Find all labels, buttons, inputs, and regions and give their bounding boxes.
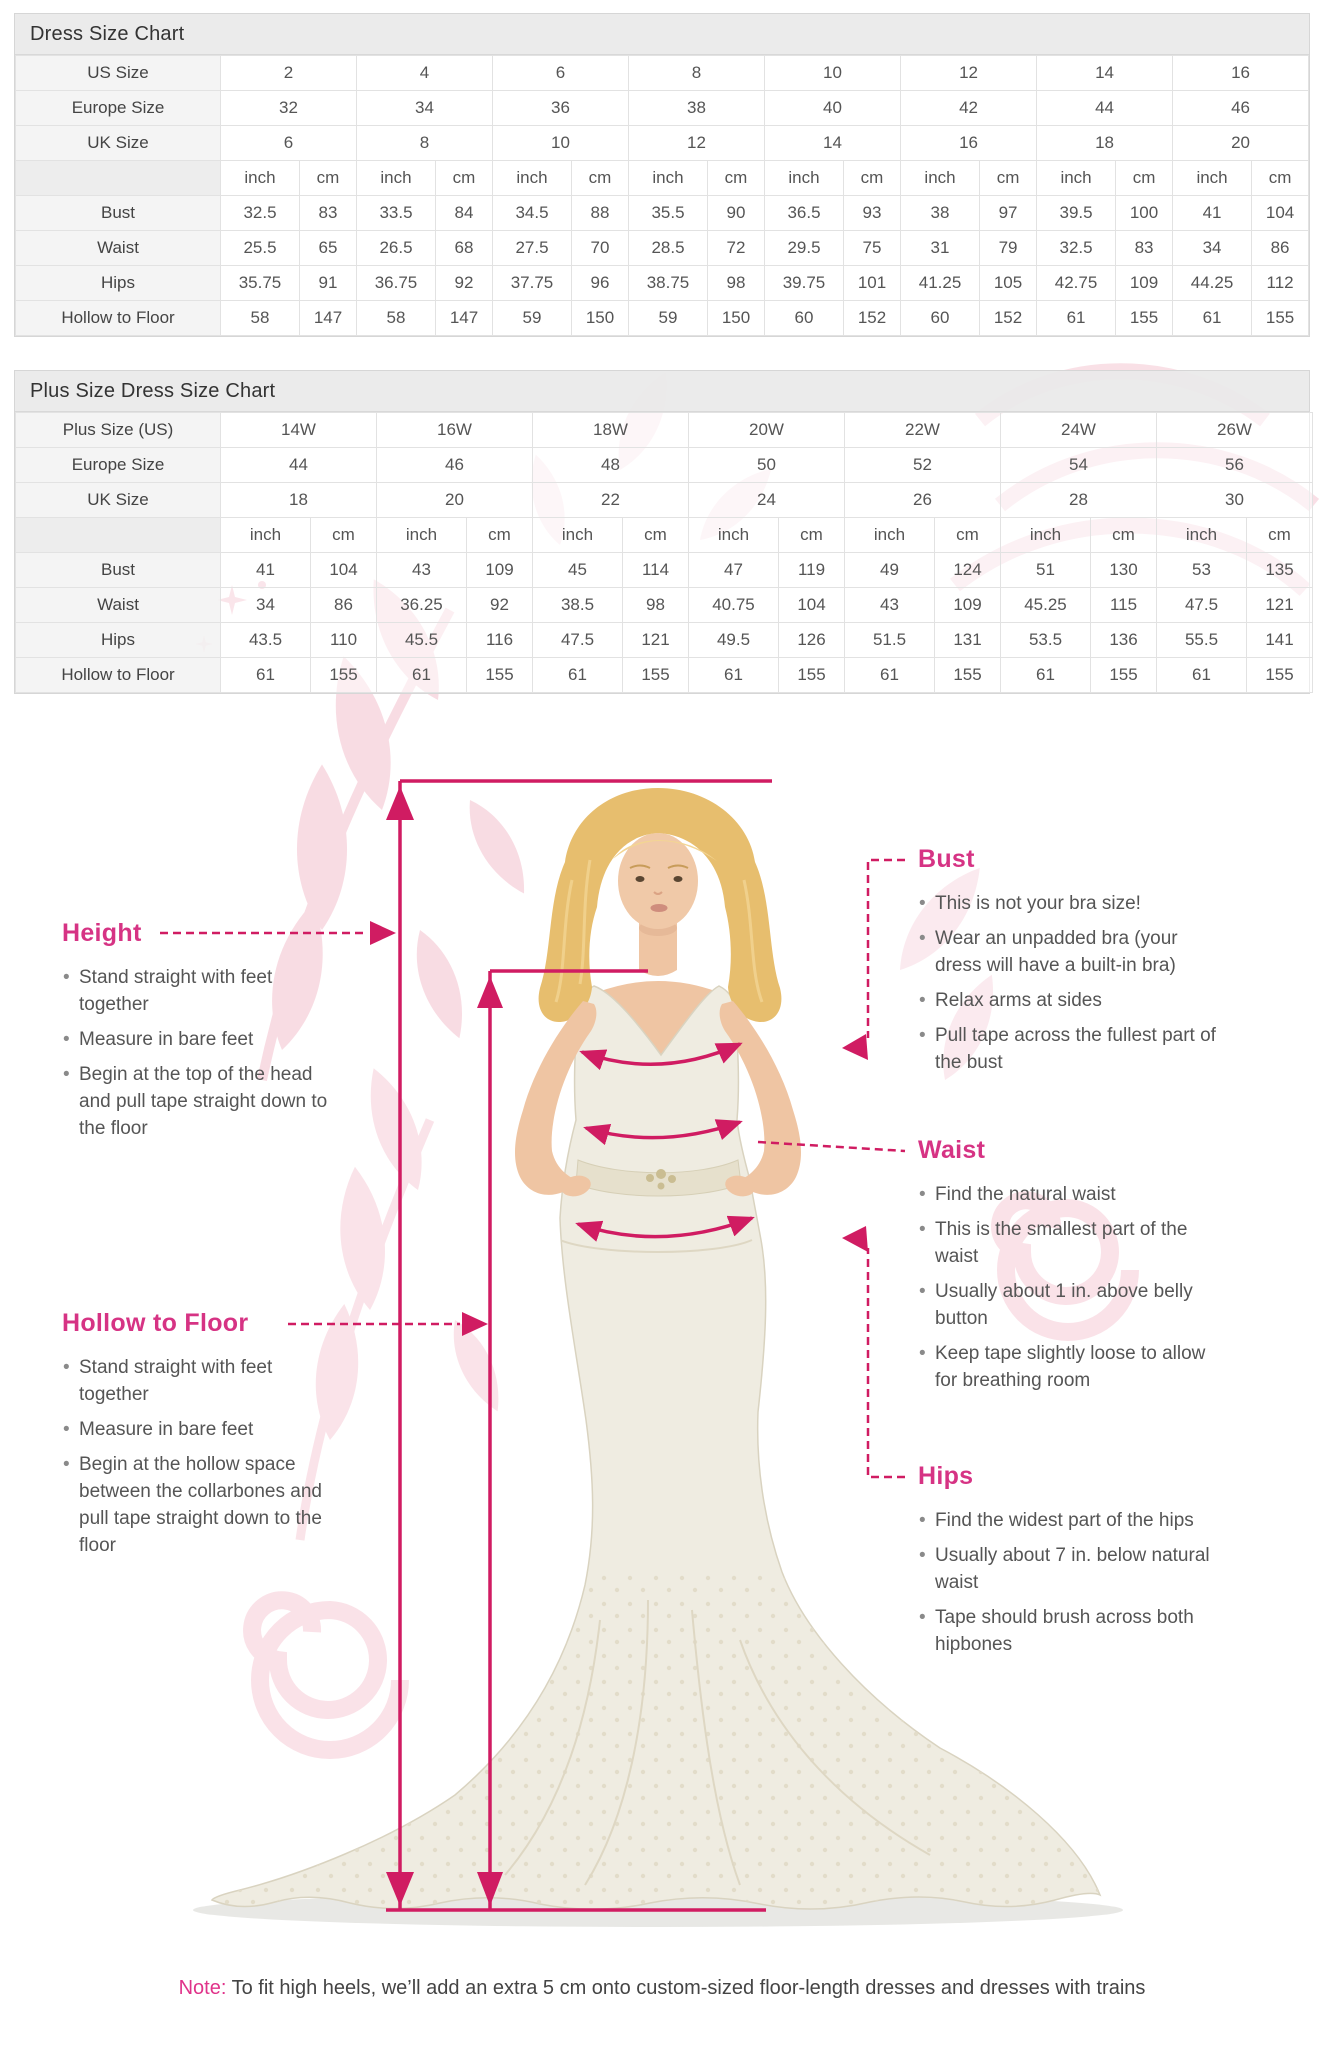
row-label: US Size: [16, 56, 221, 91]
inch-cell: 53.5: [1001, 623, 1091, 658]
inch-cell: 61: [689, 658, 779, 693]
unit-cell: cm: [1247, 518, 1313, 553]
cm-cell: 155: [467, 658, 533, 693]
size-cell: 54: [1001, 448, 1157, 483]
row-label: Bust: [16, 553, 221, 588]
size-cell: 22: [533, 483, 689, 518]
inch-cell: 47.5: [1157, 588, 1247, 623]
inch-cell: 49: [845, 553, 935, 588]
cm-cell: 124: [935, 553, 1001, 588]
size-cell: 24W: [1001, 413, 1157, 448]
guide-bullet: • Begin at the top of the head and pull tape straight down to the floor: [62, 1061, 344, 1142]
unit-cell: cm: [935, 518, 1001, 553]
hips-connector: [842, 1226, 905, 1477]
cm-cell: 112: [1252, 266, 1309, 301]
inch-cell: 53: [1157, 553, 1247, 588]
cm-cell: 121: [1247, 588, 1313, 623]
unit-cell: cm: [300, 161, 357, 196]
cm-cell: 90: [708, 196, 765, 231]
inch-cell: 28.5: [629, 231, 708, 266]
inch-cell: 61: [1037, 301, 1116, 336]
size-row: [16, 126, 1309, 161]
size-cell: 48: [533, 448, 689, 483]
row-label: Bust: [16, 196, 221, 231]
cm-cell: 147: [300, 301, 357, 336]
row-label: Plus Size (US): [16, 413, 221, 448]
inch-cell: 36.25: [377, 588, 467, 623]
inch-cell: 61: [377, 658, 467, 693]
size-cell: 16W: [377, 413, 533, 448]
guide-bullet: • This is the smallest part of the waist: [918, 1216, 1218, 1270]
cm-cell: 110: [311, 623, 377, 658]
inch-cell: 40.75: [689, 588, 779, 623]
cm-cell: 104: [1252, 196, 1309, 231]
inch-cell: 32.5: [221, 196, 300, 231]
inch-cell: 36.5: [765, 196, 844, 231]
size-cell: 32: [221, 91, 357, 126]
unit-row: [16, 518, 1313, 553]
unit-cell: inch: [901, 161, 980, 196]
waist-guide-block: [918, 1136, 1218, 1402]
inch-cell: 33.5: [357, 196, 436, 231]
size-cell: 40: [765, 91, 901, 126]
inch-cell: 59: [493, 301, 572, 336]
size-cell: 18W: [533, 413, 689, 448]
size-cell: 52: [845, 448, 1001, 483]
inch-cell: 39.5: [1037, 196, 1116, 231]
inch-cell: 43: [377, 553, 467, 588]
measure-row: [16, 588, 1313, 623]
size-row: [16, 56, 1309, 91]
guide-bullet: • Stand straight with feet together: [62, 1354, 344, 1408]
inch-cell: 60: [901, 301, 980, 336]
waist-guide-title: Waist: [918, 1136, 986, 1164]
row-label: Europe Size: [16, 91, 221, 126]
unit-cell: cm: [844, 161, 901, 196]
unit-cell: inch: [629, 161, 708, 196]
inch-cell: 58: [221, 301, 300, 336]
size-cell: 38: [629, 91, 765, 126]
cm-cell: 96: [572, 266, 629, 301]
cm-cell: 155: [1091, 658, 1157, 693]
inch-cell: 55.5: [1157, 623, 1247, 658]
cm-cell: 150: [708, 301, 765, 336]
size-cell: 2: [221, 56, 357, 91]
inch-cell: 35.75: [221, 266, 300, 301]
cm-cell: 79: [980, 231, 1037, 266]
bust-connector: [842, 860, 905, 1060]
inch-cell: 39.75: [765, 266, 844, 301]
row-label: UK Size: [16, 126, 221, 161]
row-label: UK Size: [16, 483, 221, 518]
size-cell: 8: [629, 56, 765, 91]
row-label: [16, 161, 221, 196]
inch-cell: 61: [221, 658, 311, 693]
cm-cell: 131: [935, 623, 1001, 658]
guide-bullet: • Usually about 7 in. below natural waist: [918, 1542, 1214, 1596]
unit-cell: inch: [1157, 518, 1247, 553]
cm-cell: 155: [623, 658, 689, 693]
inch-cell: 31: [901, 231, 980, 266]
row-label: Hollow to Floor: [16, 301, 221, 336]
cm-cell: 68: [436, 231, 493, 266]
size-cell: 14: [1037, 56, 1173, 91]
guide-bullet: • Stand straight with feet together: [62, 964, 344, 1018]
cm-cell: 84: [436, 196, 493, 231]
inch-cell: 41: [221, 553, 311, 588]
inch-cell: 42.75: [1037, 266, 1116, 301]
size-cell: 8: [357, 126, 493, 161]
cm-cell: 98: [708, 266, 765, 301]
cm-cell: 126: [779, 623, 845, 658]
row-label: Hollow to Floor: [16, 658, 221, 693]
measure-row: [16, 553, 1313, 588]
size-cell: 20: [377, 483, 533, 518]
size-cell: 18: [1037, 126, 1173, 161]
size-cell: 20W: [689, 413, 845, 448]
unit-cell: inch: [765, 161, 844, 196]
row-label: Hips: [16, 623, 221, 658]
inch-cell: 36.75: [357, 266, 436, 301]
size-cell: 30: [1157, 483, 1313, 518]
inch-cell: 49.5: [689, 623, 779, 658]
unit-cell: cm: [311, 518, 377, 553]
cm-cell: 101: [844, 266, 901, 301]
cm-cell: 86: [1252, 231, 1309, 266]
height-guide-block: [62, 919, 344, 1150]
inch-cell: 47: [689, 553, 779, 588]
row-label: Waist: [16, 231, 221, 266]
plus-size-chart-table: [15, 412, 1313, 693]
cm-cell: 98: [623, 588, 689, 623]
guide-bullet: • Find the widest part of the hips: [918, 1507, 1214, 1534]
cm-cell: 135: [1247, 553, 1313, 588]
size-cell: 36: [493, 91, 629, 126]
inch-cell: 61: [1157, 658, 1247, 693]
unit-cell: cm: [572, 161, 629, 196]
inch-cell: 61: [845, 658, 935, 693]
unit-cell: inch: [689, 518, 779, 553]
dress-size-chart-table: [15, 55, 1309, 336]
unit-cell: cm: [467, 518, 533, 553]
measure-row: [16, 266, 1309, 301]
cm-cell: 119: [779, 553, 845, 588]
unit-cell: inch: [221, 161, 300, 196]
inch-cell: 43.5: [221, 623, 311, 658]
cm-cell: 86: [311, 588, 377, 623]
size-cell: 26: [845, 483, 1001, 518]
inch-cell: 47.5: [533, 623, 623, 658]
size-cell: 16: [901, 126, 1037, 161]
unit-row: [16, 161, 1309, 196]
cm-cell: 136: [1091, 623, 1157, 658]
size-cell: 14W: [221, 413, 377, 448]
inch-cell: 61: [533, 658, 623, 693]
unit-cell: inch: [357, 161, 436, 196]
size-cell: 56: [1157, 448, 1313, 483]
inch-cell: 35.5: [629, 196, 708, 231]
inch-cell: 32.5: [1037, 231, 1116, 266]
guide-bullet: • Measure in bare feet: [62, 1416, 344, 1443]
unit-cell: cm: [708, 161, 765, 196]
inch-cell: 29.5: [765, 231, 844, 266]
cm-cell: 130: [1091, 553, 1157, 588]
unit-cell: cm: [1252, 161, 1309, 196]
size-cell: 10: [493, 126, 629, 161]
cm-cell: 155: [1116, 301, 1173, 336]
inch-cell: 51: [1001, 553, 1091, 588]
size-cell: 14: [765, 126, 901, 161]
cm-cell: 65: [300, 231, 357, 266]
size-cell: 12: [629, 126, 765, 161]
unit-cell: inch: [1037, 161, 1116, 196]
size-cell: 26W: [1157, 413, 1313, 448]
cm-cell: 97: [980, 196, 1037, 231]
bust-guide-block: [918, 845, 1218, 1084]
cm-cell: 155: [1252, 301, 1309, 336]
inch-cell: 38.75: [629, 266, 708, 301]
guide-bullet: • Find the natural waist: [918, 1181, 1218, 1208]
inch-cell: 45.5: [377, 623, 467, 658]
inch-cell: 45.25: [1001, 588, 1091, 623]
dress-size-chart-section: [14, 13, 1310, 337]
guide-bullet: • Tape should brush across both hipbones: [918, 1604, 1214, 1658]
inch-cell: 61: [1001, 658, 1091, 693]
size-cell: 4: [357, 56, 493, 91]
size-cell: 44: [221, 448, 377, 483]
guide-bullet: • This is not your bra size!: [918, 890, 1218, 917]
unit-cell: inch: [1001, 518, 1091, 553]
size-cell: 24: [689, 483, 845, 518]
bust-guide-title: Bust: [918, 845, 975, 873]
row-label: Europe Size: [16, 448, 221, 483]
inch-cell: 43: [845, 588, 935, 623]
cm-cell: 155: [311, 658, 377, 693]
cm-cell: 83: [300, 196, 357, 231]
size-row: [16, 91, 1309, 126]
inch-cell: 37.75: [493, 266, 572, 301]
unit-cell: cm: [436, 161, 493, 196]
cm-cell: 121: [623, 623, 689, 658]
dress-size-chart-title: Dress Size Chart: [15, 14, 1309, 55]
note-label: Note:: [178, 1977, 227, 1999]
height-guide-bullets: [62, 964, 344, 1142]
size-cell: 22W: [845, 413, 1001, 448]
hips-guide-block: [918, 1462, 1214, 1666]
hips-guide-title: Hips: [918, 1462, 974, 1490]
unit-cell: cm: [980, 161, 1037, 196]
unit-cell: inch: [1173, 161, 1252, 196]
measurement-guide: [0, 740, 1324, 1944]
inch-cell: 61: [1173, 301, 1252, 336]
unit-cell: cm: [623, 518, 689, 553]
hips-guide-bullets: [918, 1507, 1214, 1658]
cm-cell: 115: [1091, 588, 1157, 623]
unit-cell: inch: [845, 518, 935, 553]
cm-cell: 83: [1116, 231, 1173, 266]
cm-cell: 141: [1247, 623, 1313, 658]
cm-cell: 109: [1116, 266, 1173, 301]
guide-bullet: • Begin at the hollow space between the collarbones and pull tape straight down to the floor: [62, 1451, 344, 1559]
size-cell: 12: [901, 56, 1037, 91]
size-cell: 34: [357, 91, 493, 126]
heels-note: [0, 1977, 1324, 2000]
cm-cell: 75: [844, 231, 901, 266]
inch-cell: 51.5: [845, 623, 935, 658]
size-cell: 6: [493, 56, 629, 91]
hollow-guide-bullets: [62, 1354, 344, 1559]
inch-cell: 38: [901, 196, 980, 231]
unit-cell: inch: [493, 161, 572, 196]
cm-cell: 109: [467, 553, 533, 588]
cm-cell: 88: [572, 196, 629, 231]
cm-cell: 109: [935, 588, 1001, 623]
inch-cell: 60: [765, 301, 844, 336]
inch-cell: 41.25: [901, 266, 980, 301]
note-text: To fit high heels, we’ll add an extra 5 cm onto custom-sized floor-length dresses and dresses with trains: [231, 1977, 1146, 1999]
inch-cell: 59: [629, 301, 708, 336]
waist-guide-bullets: [918, 1181, 1218, 1394]
inch-cell: 25.5: [221, 231, 300, 266]
inch-cell: 41: [1173, 196, 1252, 231]
inch-cell: 45: [533, 553, 623, 588]
size-cell: 46: [1173, 91, 1309, 126]
cm-cell: 152: [980, 301, 1037, 336]
cm-cell: 114: [623, 553, 689, 588]
size-cell: 44: [1037, 91, 1173, 126]
inch-cell: 34.5: [493, 196, 572, 231]
hollow-guide-title: Hollow to Floor: [62, 1309, 249, 1337]
size-cell: 50: [689, 448, 845, 483]
hollow-guide-block: [62, 1309, 344, 1567]
cm-cell: 72: [708, 231, 765, 266]
cm-cell: 155: [779, 658, 845, 693]
measure-row: [16, 231, 1309, 266]
unit-cell: inch: [221, 518, 311, 553]
size-cell: 20: [1173, 126, 1309, 161]
bust-guide-bullets: [918, 890, 1218, 1076]
inch-cell: 34: [221, 588, 311, 623]
inch-cell: 27.5: [493, 231, 572, 266]
inch-cell: 34: [1173, 231, 1252, 266]
size-cell: 6: [221, 126, 357, 161]
guide-bullet: • Pull tape across the fullest part of the bust: [918, 1022, 1218, 1076]
size-row: [16, 483, 1313, 518]
size-cell: 46: [377, 448, 533, 483]
unit-cell: cm: [1091, 518, 1157, 553]
cm-cell: 105: [980, 266, 1037, 301]
unit-cell: inch: [377, 518, 467, 553]
inch-cell: 38.5: [533, 588, 623, 623]
height-guide-title: Height: [62, 919, 142, 947]
cm-cell: 104: [311, 553, 377, 588]
cm-cell: 92: [436, 266, 493, 301]
unit-cell: inch: [533, 518, 623, 553]
cm-cell: 155: [935, 658, 1001, 693]
cm-cell: 104: [779, 588, 845, 623]
measure-row: [16, 301, 1309, 336]
size-cell: 18: [221, 483, 377, 518]
cm-cell: 116: [467, 623, 533, 658]
cm-cell: 100: [1116, 196, 1173, 231]
unit-cell: cm: [779, 518, 845, 553]
guide-bullet: • Relax arms at sides: [918, 987, 1218, 1014]
measure-row: [16, 196, 1309, 231]
unit-cell: cm: [1116, 161, 1173, 196]
cm-cell: 152: [844, 301, 901, 336]
size-cell: 28: [1001, 483, 1157, 518]
guide-bullet: • Wear an unpadded bra (your dress will have a built-in bra): [918, 925, 1218, 979]
cm-cell: 155: [1247, 658, 1313, 693]
cm-cell: 147: [436, 301, 493, 336]
measure-row: [16, 623, 1313, 658]
inch-cell: 44.25: [1173, 266, 1252, 301]
size-cell: 42: [901, 91, 1037, 126]
cm-cell: 70: [572, 231, 629, 266]
cm-cell: 91: [300, 266, 357, 301]
row-label: Hips: [16, 266, 221, 301]
cm-cell: 93: [844, 196, 901, 231]
cm-cell: 92: [467, 588, 533, 623]
cm-cell: 150: [572, 301, 629, 336]
plus-size-chart-title: Plus Size Dress Size Chart: [15, 371, 1309, 412]
size-row: [16, 448, 1313, 483]
measure-row: [16, 658, 1313, 693]
guide-bullet: • Keep tape slightly loose to allow for breathing room: [918, 1340, 1218, 1394]
plus-size-chart-section: [14, 370, 1310, 694]
size-row: [16, 413, 1313, 448]
inch-cell: 58: [357, 301, 436, 336]
inch-cell: 26.5: [357, 231, 436, 266]
size-cell: 16: [1173, 56, 1309, 91]
row-label: Waist: [16, 588, 221, 623]
guide-bullet: • Usually about 1 in. above belly button: [918, 1278, 1218, 1332]
size-cell: 10: [765, 56, 901, 91]
row-label: [16, 518, 221, 553]
guide-bullet: • Measure in bare feet: [62, 1026, 344, 1053]
